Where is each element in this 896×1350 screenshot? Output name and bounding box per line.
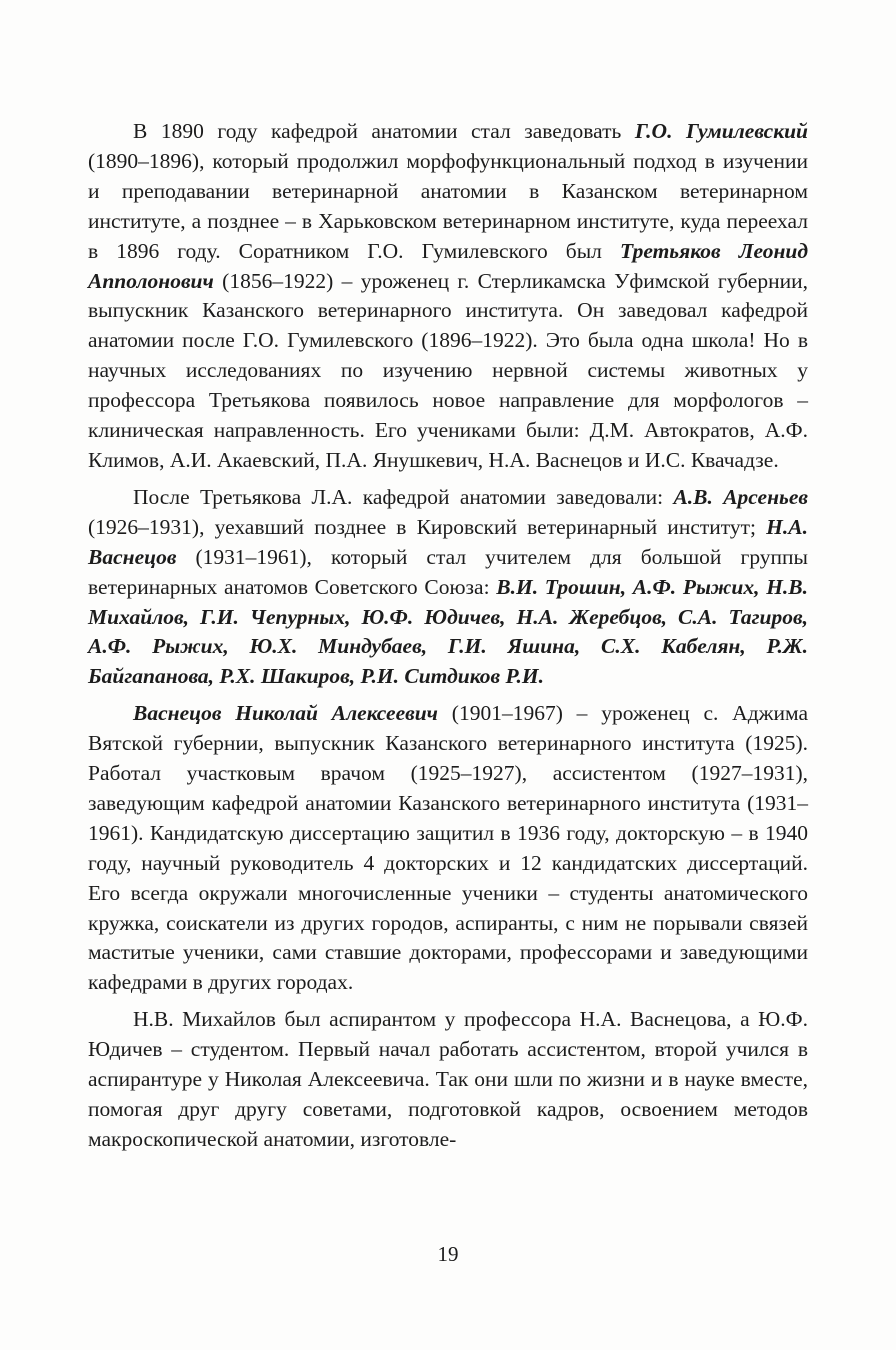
person-name: Н.А. Васнецов xyxy=(88,514,808,569)
body-text xyxy=(88,117,808,1155)
text-segment: (1890–1896), который продолжил морфофункциональный подход в изучении и преподавании ветеринарной анатомии в Казанском ветеринарном институте, а позднее – в Харьковском ветеринарном институте, куда переехал в 1896 году. Соратником Г.О. Гумилевского был xyxy=(88,148,808,263)
paragraph xyxy=(88,117,808,476)
text-segment: В 1890 году кафедрой анатомии стал заведовать xyxy=(133,119,635,143)
text-segment: (1856–1922) – уроженец г. Стерликамска Уфимской губернии, выпускник Казанского ветеринарного института. Он заведовал кафедрой анатомии после Г.О. Гумилевского (1896–1922). Это была одна школа! Но в научных исследованиях по изучению нервной системы животных у профессора Третьякова появилось новое направление для морфологов – клиническая направленность. Его учениками были: Д.М. Автократов, А.Ф. Климов, А.И. Акаевский, П.А. Янушкевич, Н.А. Васнецов и И.С. Квачадзе. xyxy=(88,268,808,472)
text-segment: После Третьякова Л.А. кафедрой анатомии заведовали: xyxy=(133,484,674,509)
person-name: Третьяков Леонид Апполонович xyxy=(88,238,809,293)
page-number: 19 xyxy=(437,1242,459,1266)
paragraph xyxy=(88,1005,808,1155)
text-segment: Н.В. Михайлов был аспирантом у профессора Н.А. Васнецова, а Ю.Ф. Юдичев – студентом. Первый начал работать ассистентом, второй учился в аспирантуре у Николая Алексеевича. Так они шли по жизни и в науке вместе, помогая друг другу советами, подготовкой кадров, освоением методов макроскопической анатомии, изготовле- xyxy=(88,1007,808,1151)
text-segment: (1901–1967) – уроженец с. Аджима Вятской губернии, выпускник Казанского ветеринарного института (1925). Работал участковым врачом (1925–1927), ассистентом (1927–1931), заведующим кафедрой анатомии Казанского ветеринарного института (1931–1961). Кандидатскую диссертацию защитил в 1936 году, докторскую – в 1940 году, научный руководитель 4 докторских и 12 кандидатских диссертаций. Его всегда окружали многочисленные ученики – студенты анатомического кружка, соискатели из других городов, аспиранты, с ним не порывали связей маститые ученики, сами ставшие докторами, профессорами и заведующими кафедрами в других городах. xyxy=(88,701,809,995)
paragraph xyxy=(88,483,808,692)
paragraph xyxy=(88,699,808,998)
person-name: А.В. Арсеньев xyxy=(673,484,809,509)
text-segment: (1931–1961), который стал учителем для большой группы ветеринарных анатомов Советского Союза: xyxy=(88,544,808,599)
person-name: Г.О. Гумилевский xyxy=(634,119,808,143)
person-name: Васнецов Николай Алексеевич xyxy=(133,701,438,726)
student-names-list: В.И. Трошин, А.Ф. Рыжих, Н.В. Михайлов, Г.И. Чепурных, Ю.Ф. Юдичев, Н.А. Жеребцов, С.А. Тагиров, А.Ф. Рыжих, Ю.Х. Миндубаев, Г.И. Яшина, С.Х. Кабелян, Р.Ж. Байгапанова, Р.Х. Шакиров, Р.И. Ситдиков Р.И. xyxy=(88,574,809,689)
text-segment: (1926–1931), уехавший позднее в Кировский ветеринарный институт; xyxy=(88,514,767,539)
